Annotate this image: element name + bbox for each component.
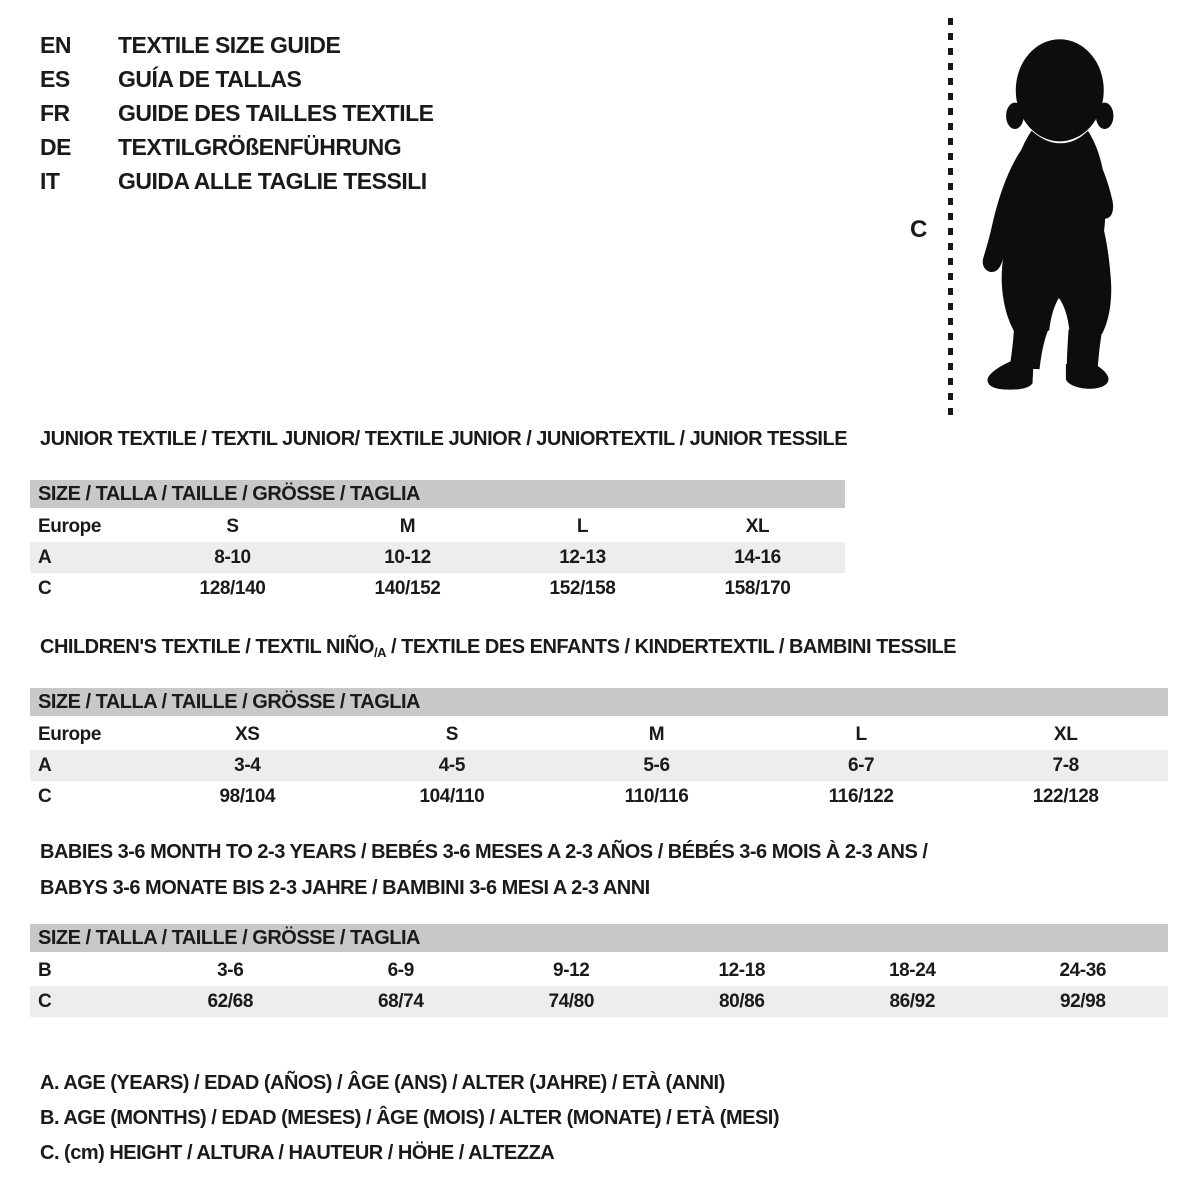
junior-size-table	[30, 480, 845, 604]
row-label-cell: B	[38, 959, 52, 981]
table-row-height-cm	[30, 781, 1168, 812]
value-cell: 152/158	[549, 577, 616, 599]
height-measurement-figure	[908, 14, 1158, 420]
toddler-silhouette-image	[970, 16, 1146, 418]
babies-section-title	[40, 834, 927, 906]
language-label: GUÍA DE TALLAS	[118, 65, 302, 92]
value-cell: 4-5	[438, 754, 466, 776]
size-cell: L	[855, 723, 867, 745]
language-code: EN	[40, 31, 71, 58]
value-cell: 116/122	[828, 785, 894, 807]
children-title-text: CHILDREN'S TEXTILE / TEXTIL NIÑO	[40, 636, 374, 658]
babies-table-header-bar: SIZE / TALLA / TAILLE / GRÖSSE / TAGLIA	[30, 924, 1168, 952]
value-cell: 10-12	[384, 546, 431, 568]
row-label-cell: Europe	[38, 515, 102, 537]
value-cell: 5-6	[643, 754, 670, 776]
children-title-subscript: /A	[373, 645, 386, 660]
value-cell: 110/116	[624, 785, 689, 807]
table-row-age-years	[30, 542, 845, 573]
language-row-de	[40, 130, 434, 164]
size-cell: L	[576, 515, 589, 537]
row-label-cell: C	[38, 577, 52, 599]
legend-line-c: C. (cm) HEIGHT / ALTURA / HAUTEUR / HÖHE / ALTEZZA	[40, 1142, 555, 1164]
babies-size-table	[30, 924, 1168, 1017]
row-label-cell: C	[38, 990, 52, 1012]
language-code: ES	[40, 65, 70, 92]
language-list	[40, 28, 434, 198]
language-label: TEXTILE SIZE GUIDE	[118, 31, 341, 58]
height-dashed-line	[948, 18, 953, 416]
row-label-cell: C	[38, 785, 52, 807]
value-cell: 12-18	[718, 959, 766, 981]
language-row-fr	[40, 96, 434, 130]
value-cell: 8-10	[214, 546, 251, 568]
value-cell: 128/140	[199, 577, 266, 599]
children-size-table	[30, 688, 1168, 812]
size-cell: S	[226, 515, 239, 537]
row-label-cell: Europe	[38, 723, 102, 745]
size-cell: XL	[1053, 723, 1078, 745]
value-cell: 7-8	[1052, 754, 1079, 776]
row-label-cell: A	[38, 754, 52, 776]
table-row-age-months	[30, 955, 1168, 986]
measurement-legend	[40, 1066, 779, 1171]
value-cell: 92/98	[1059, 990, 1106, 1012]
value-cell: 6-7	[847, 754, 875, 776]
language-row-es	[40, 62, 434, 96]
value-cell: 9-12	[553, 959, 590, 981]
value-cell: 68/74	[377, 990, 424, 1012]
table-row-europe	[30, 719, 1168, 750]
value-cell: 62/68	[207, 990, 254, 1012]
value-cell: 18-24	[888, 959, 936, 981]
row-label-cell: A	[38, 546, 52, 568]
value-cell: 12-13	[559, 546, 606, 568]
language-label: GUIDE DES TAILLES TEXTILE	[118, 99, 434, 126]
size-cell: S	[445, 723, 459, 745]
value-cell: 74/80	[548, 990, 595, 1012]
value-cell: 140/152	[374, 577, 441, 599]
value-cell: 6-9	[387, 959, 414, 981]
language-label: TEXTILGRÖßENFÜHRUNG	[118, 133, 402, 160]
height-measure-label: C	[910, 216, 928, 243]
language-code: IT	[40, 167, 60, 194]
value-cell: 24-36	[1059, 959, 1107, 981]
language-row-it	[40, 164, 434, 198]
table-row-height-cm	[30, 573, 845, 604]
table-row-europe	[30, 511, 845, 542]
babies-title-line2: BABYS 3-6 MONATE BIS 2-3 JAHRE / BAMBINI 3-6 MESI A 2-3 ANNI	[40, 877, 650, 899]
language-row-en	[40, 28, 434, 62]
value-cell: 86/92	[889, 990, 936, 1012]
value-cell: 80/86	[718, 990, 765, 1012]
table-row-height-cm	[30, 986, 1168, 1017]
size-cell: M	[399, 515, 416, 537]
size-cell: M	[648, 723, 665, 745]
junior-section-title: JUNIOR TEXTILE / TEXTIL JUNIOR/ TEXTILE JUNIOR / JUNIORTEXTIL / JUNIOR TESSILE	[40, 428, 848, 450]
value-cell: 158/170	[724, 577, 791, 599]
language-label: GUIDA ALLE TAGLIE TESSILI	[118, 167, 427, 194]
children-table-header-bar: SIZE / TALLA / TAILLE / GRÖSSE / TAGLIA	[30, 688, 1168, 716]
size-cell: XL	[745, 515, 770, 537]
legend-line-a: A. AGE (YEARS) / EDAD (AÑOS) / ÂGE (ANS) / ALTER (JAHRE) / ETÀ (ANNI)	[40, 1072, 725, 1094]
junior-table-header-bar: SIZE / TALLA / TAILLE / GRÖSSE / TAGLIA	[30, 480, 845, 508]
value-cell: 98/104	[219, 785, 276, 807]
value-cell: 122/128	[1032, 785, 1099, 807]
table-row-age-years	[30, 750, 1168, 781]
value-cell: 3-6	[217, 959, 244, 981]
children-title-text: / TEXTILE DES ENFANTS / KINDERTEXTIL / BAMBINI TESSILE	[385, 636, 956, 658]
language-code: DE	[40, 133, 71, 160]
value-cell: 14-16	[734, 546, 781, 568]
legend-line-b: B. AGE (MONTHS) / EDAD (MESES) / ÂGE (MOIS) / ALTER (MONATE) / ETÀ (MESI)	[40, 1107, 780, 1129]
babies-title-line1: BABIES 3-6 MONTH TO 2-3 YEARS / BEBÉS 3-6 MESES A 2-3 AÑOS / BÉBÉS 3-6 MOIS À 2-3 ANS /	[40, 841, 928, 863]
size-cell: XS	[235, 723, 260, 745]
language-code: FR	[40, 99, 70, 126]
children-section-title	[40, 636, 956, 660]
value-cell: 104/110	[419, 785, 485, 807]
value-cell: 3-4	[234, 754, 261, 776]
